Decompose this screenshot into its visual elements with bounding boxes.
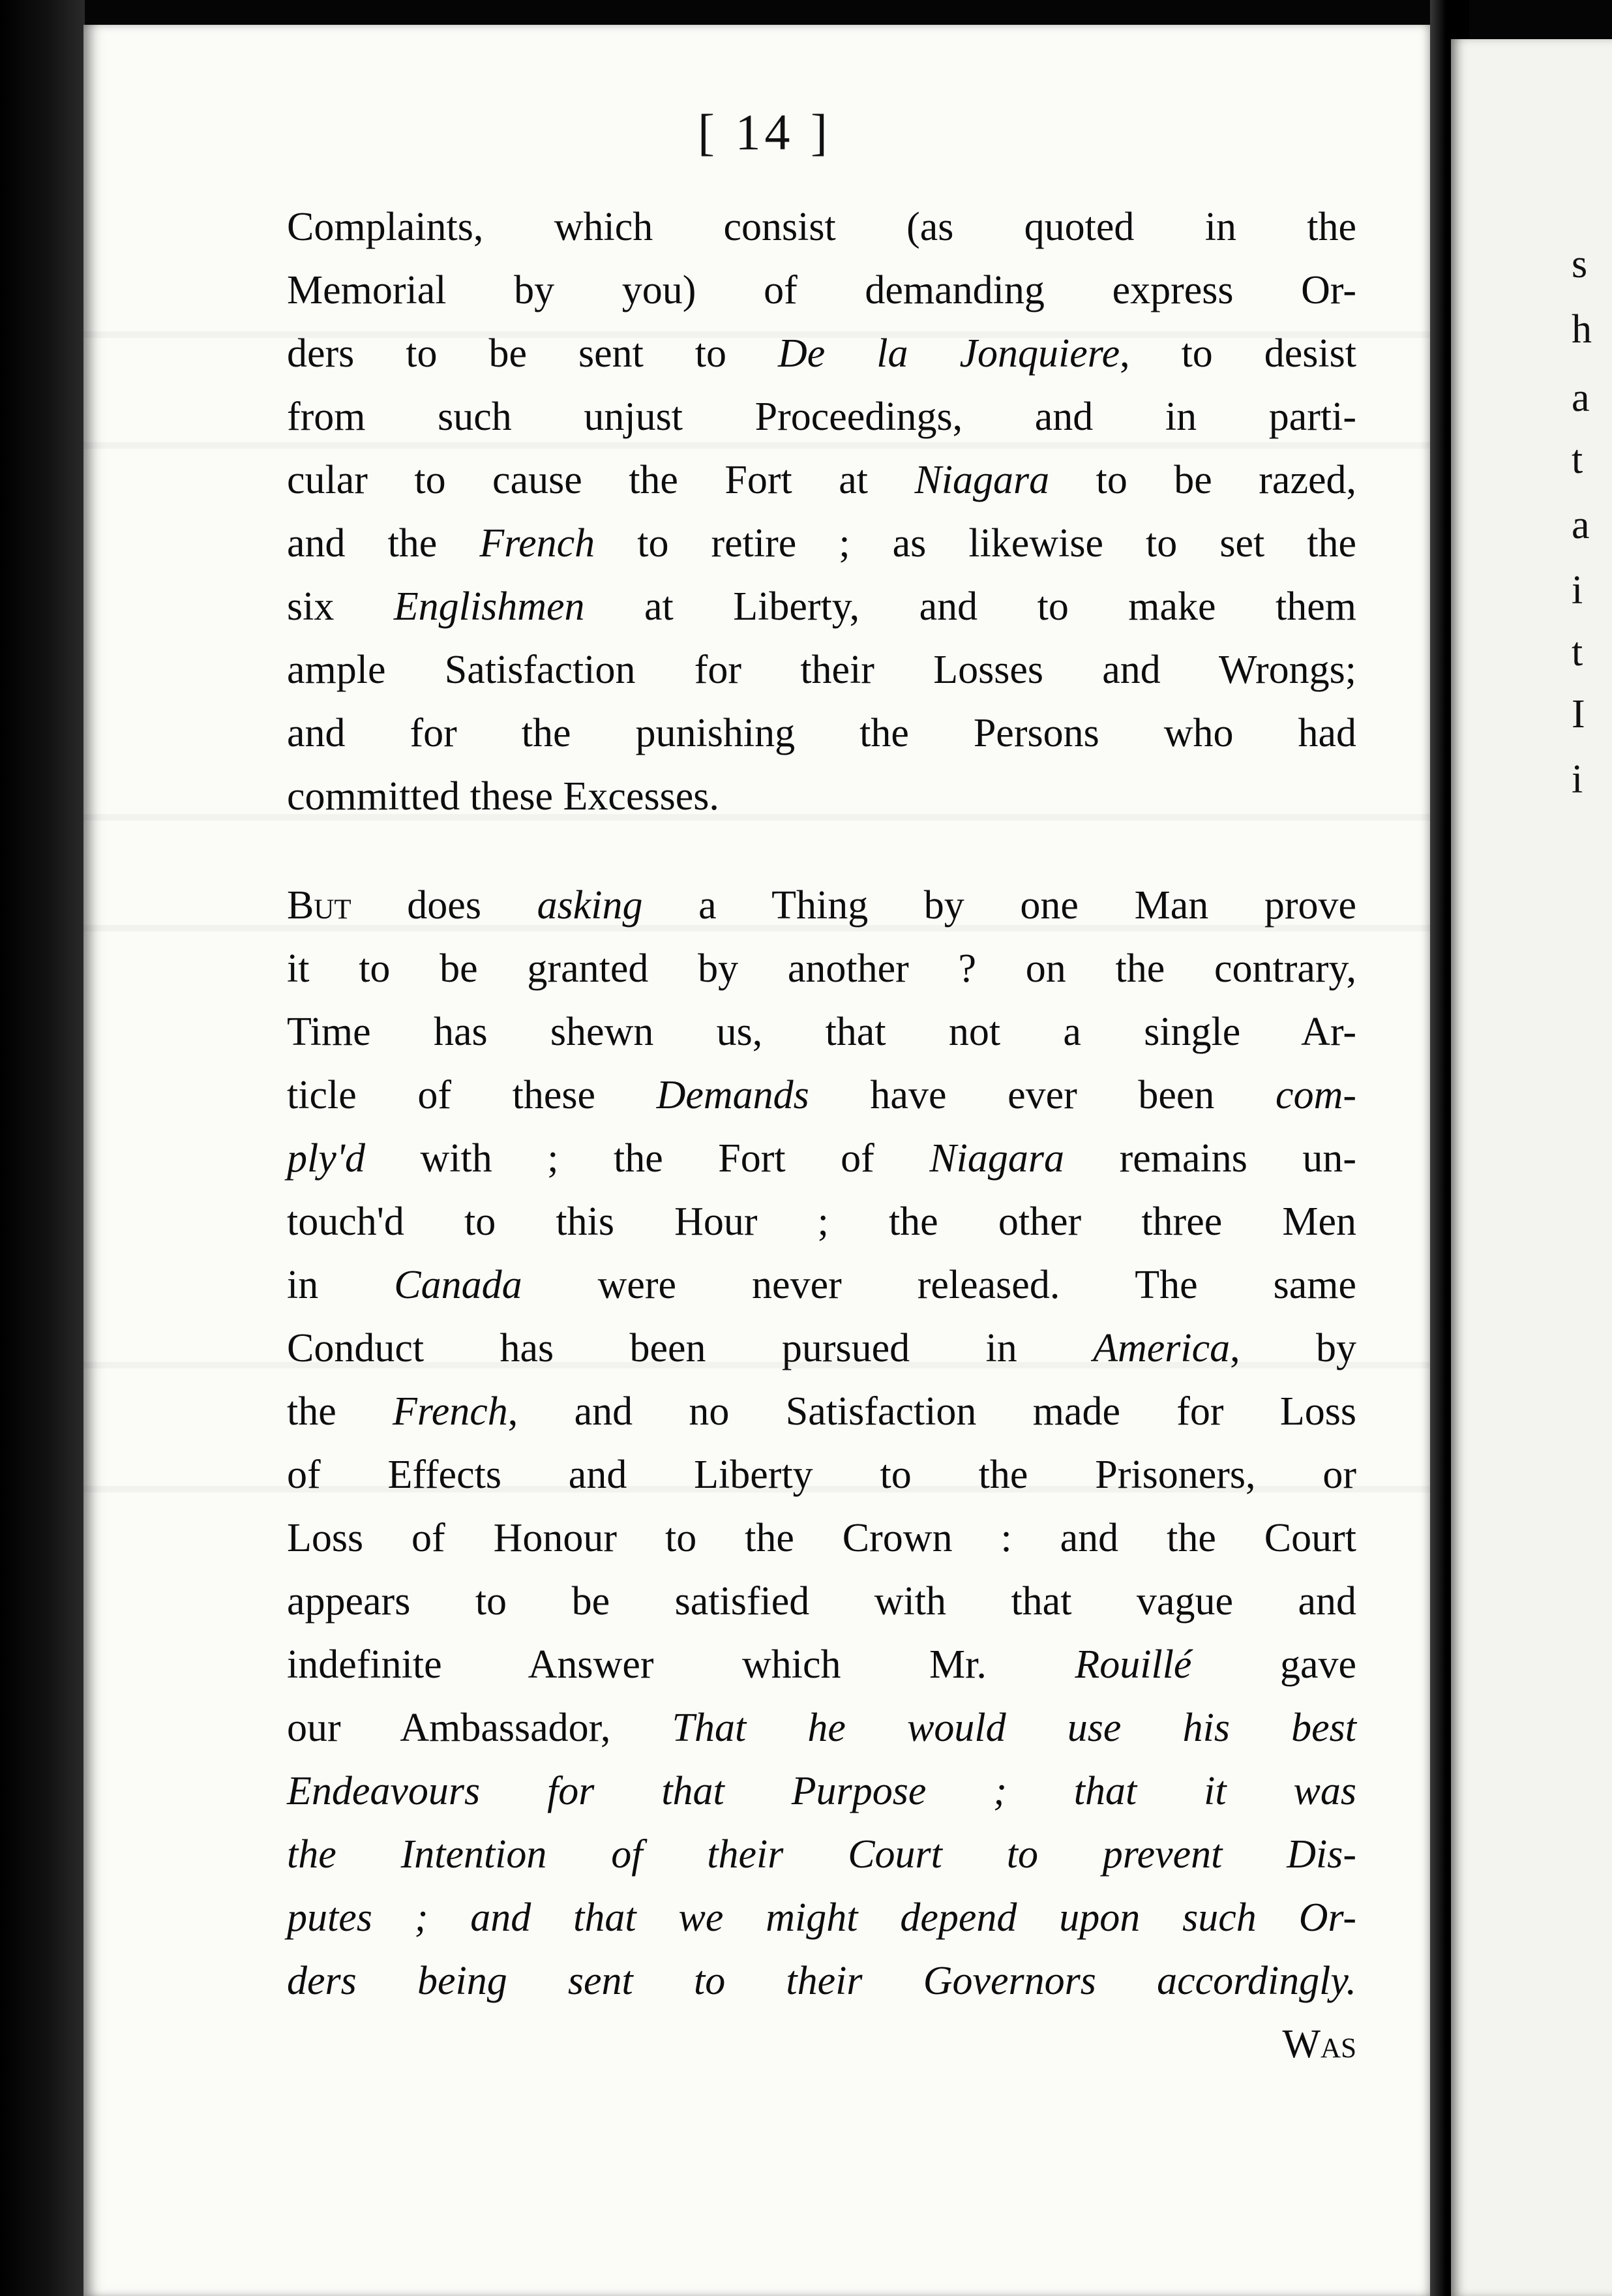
text-line: ders being sent to their Governors accordingly. [287, 1959, 1356, 2003]
left-binding-shadow [0, 0, 85, 2296]
text-line: Conduct has been pursued in America, by [287, 1326, 1356, 1370]
facing-letter: s [1572, 242, 1588, 286]
body-text [287, 196, 1356, 2076]
text-line: Complaints, which consist (as quoted in the [287, 205, 1356, 249]
text-line: appears to be satisfied with that vague and [287, 1579, 1356, 1624]
text-line: indefinite Answer which Mr. Rouillé gave [287, 1642, 1356, 1687]
text-line: Loss of Honour to the Crown : and the Court [287, 1516, 1356, 1560]
facing-letter: t [1572, 438, 1583, 482]
paragraph-1 [287, 196, 1356, 828]
text-line: the Intention of their Court to prevent Dis- [287, 1832, 1356, 1877]
page-number: [ 14 ] [698, 104, 831, 160]
text-line: Endeavours for that Purpose ; that it was [287, 1769, 1356, 1813]
text-line: ply'd with ; the Fort of Niagara remains un- [287, 1136, 1356, 1181]
catchword: Was [1282, 2022, 1356, 2066]
text-line: six Englishmen at Liberty, and to make them [287, 584, 1356, 629]
text-line: our Ambassador, That he would use his best [287, 1706, 1356, 1750]
facing-letter: a [1572, 503, 1590, 547]
text-line: touch'd to this Hour ; the other three Men [287, 1200, 1356, 1244]
text-line: from such unjust Proceedings, and in parti- [287, 395, 1356, 439]
text-line: it to be granted by another ? on the contrary, [287, 946, 1356, 991]
facing-letter: i [1572, 757, 1583, 802]
text-line: the French, and no Satisfaction made for Loss [287, 1389, 1356, 1434]
facing-letter: i [1572, 568, 1583, 612]
text-line: and the French to retire ; as likewise to set the [287, 521, 1357, 566]
text-line: But does asking a Thing by one Man prove [287, 883, 1356, 928]
text-line: in Canada were never released. The same [287, 1263, 1356, 1307]
text-line: Memorial by you) of demanding express Or- [287, 268, 1356, 312]
text-line: cular to cause the Fort at Niagara to be razed, [287, 458, 1356, 502]
text-line: Time has shewn us, that not a single Ar- [287, 1010, 1356, 1054]
facing-letter: h [1572, 307, 1592, 352]
paragraph-2 [287, 874, 1356, 2013]
text-line: committed these Excesses. [287, 774, 719, 819]
text-line: and for the punishing the Persons who had [287, 711, 1356, 755]
text-line: ticle of these Demands have ever been com- [287, 1073, 1356, 1117]
facing-letter: a [1572, 376, 1590, 420]
text-line: ample Satisfaction for their Losses and Wrongs; [287, 648, 1356, 692]
facing-letter: I [1572, 692, 1585, 736]
facing-letter: t [1572, 630, 1583, 674]
text-line: putes ; and that we might depend upon such Or- [287, 1896, 1356, 1940]
text-line: of Effects and Liberty to the Prisoners, or [287, 1453, 1356, 1497]
text-line: ders to be sent to De la Jonquiere, to desist [287, 331, 1356, 376]
